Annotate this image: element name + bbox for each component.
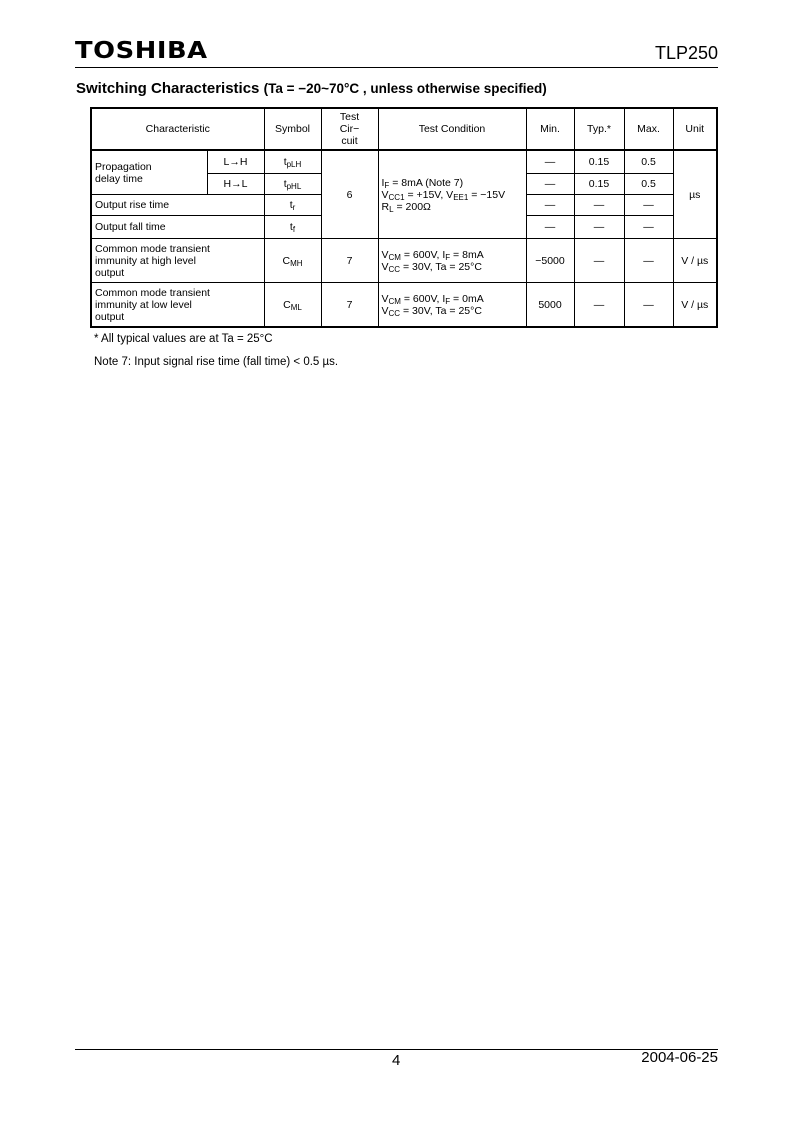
- max-value: —: [624, 216, 673, 239]
- typ-value: —: [574, 283, 624, 328]
- header-test-circuit-line: cuit: [341, 135, 358, 147]
- cml-label: [91, 283, 264, 328]
- section-title-text: Switching Characteristics: [76, 80, 260, 97]
- cond-text: = 600V, I: [400, 292, 446, 305]
- cond-text: = +15V, V: [404, 188, 454, 201]
- label-line: immunity at high level: [95, 254, 196, 267]
- typical-values-note: * All typical values are at Ta = 25°C: [94, 333, 273, 345]
- cond-sub: L: [389, 204, 394, 214]
- symbol-tf: [264, 216, 321, 239]
- cond-text: = −15V: [468, 188, 506, 201]
- symbol-sub: pHL: [286, 182, 302, 191]
- max-value: —: [624, 283, 673, 328]
- symbol-main: C: [283, 298, 291, 311]
- symbol-tr: [264, 195, 321, 216]
- header-unit: Unit: [673, 108, 717, 150]
- cond-sub: F: [445, 296, 451, 306]
- cond-text: V: [381, 188, 389, 201]
- test-condition-propagation: [378, 150, 526, 239]
- cond-text: I: [381, 176, 385, 189]
- cond-text: R: [381, 200, 390, 213]
- symbol-cmh: [264, 239, 321, 283]
- typ-value: —: [574, 195, 624, 216]
- cond-sub: CC: [388, 264, 401, 274]
- symbol-sub: ML: [290, 302, 302, 312]
- header-typ: Typ.*: [574, 108, 624, 150]
- symbol-main: t: [289, 221, 293, 233]
- header-characteristic: Characteristic: [91, 108, 264, 150]
- cond-text: = 8mA: [450, 248, 484, 261]
- section-condition: (Ta = −20~70°C , unless otherwise specified): [263, 81, 547, 96]
- cond-text: V: [381, 260, 389, 273]
- cond-sub: CC1: [388, 192, 405, 202]
- symbol-main: C: [282, 254, 291, 267]
- cond-text: V: [381, 304, 389, 317]
- symbol-sub: r: [292, 203, 296, 212]
- cond-text: V: [381, 292, 389, 305]
- header-max: Max.: [624, 108, 673, 150]
- test-condition-cmh: [378, 239, 526, 283]
- test-circuit-7: 7: [321, 283, 378, 328]
- cmh-label: [91, 239, 264, 283]
- cond-sub: CM: [388, 252, 401, 262]
- label-line: immunity at low level: [95, 298, 192, 311]
- min-value: −5000: [526, 239, 574, 283]
- table-row: [91, 239, 717, 283]
- label-line: Propagation: [95, 160, 152, 173]
- cond-text: = 30V, Ta = 25°C: [400, 304, 482, 317]
- header-test-circuit-line: Test: [339, 111, 360, 123]
- symbol-tphl: [264, 174, 321, 195]
- header-divider: [75, 67, 718, 68]
- note-7: Note 7: Input signal rise time (fall time) < 0.5 µs.: [94, 356, 339, 368]
- typ-value: 0.15: [574, 174, 624, 195]
- max-value: 0.5: [624, 150, 673, 174]
- symbol-cml: [264, 283, 321, 328]
- section-title: [76, 80, 547, 97]
- max-value: —: [624, 239, 673, 283]
- cond-text: = 200Ω: [393, 200, 431, 213]
- min-value: 5000: [526, 283, 574, 328]
- typ-value: —: [574, 239, 624, 283]
- switching-characteristics-table: [90, 107, 716, 328]
- footer-divider: [75, 1049, 718, 1050]
- header-test-condition: Test Condition: [378, 108, 526, 150]
- cond-text: = 30V, Ta = 25°C: [400, 260, 482, 273]
- symbol-sub: f: [292, 225, 296, 234]
- document-date: 2004-06-25: [641, 1049, 718, 1066]
- cond-text: V: [381, 248, 389, 261]
- output-fall-time-label: Output fall time: [91, 216, 264, 239]
- cond-sub: CC: [388, 308, 401, 318]
- unit-value: V / µs: [673, 239, 717, 283]
- propagation-delay-label: [91, 150, 207, 195]
- symbol-main: t: [283, 178, 287, 190]
- max-value: 0.5: [624, 174, 673, 195]
- cond-sub: CM: [388, 296, 401, 306]
- min-value: —: [526, 216, 574, 239]
- typ-value: 0.15: [574, 150, 624, 174]
- label-line: output: [95, 266, 125, 279]
- part-number: TLP250: [654, 43, 718, 63]
- typ-value: —: [574, 216, 624, 239]
- min-value: —: [526, 195, 574, 216]
- table-row: [91, 283, 717, 328]
- header-symbol: Symbol: [264, 108, 321, 150]
- page-number: 4: [392, 1052, 401, 1069]
- cond-sub: F: [445, 252, 451, 262]
- direction-hl: H→L: [207, 174, 264, 195]
- test-condition-cml: [378, 283, 526, 328]
- cond-sub: F: [384, 180, 390, 190]
- cond-text: = 0mA: [450, 292, 484, 305]
- max-value: —: [624, 195, 673, 216]
- toshiba-logo: TOSHIBA: [75, 38, 208, 64]
- symbol-tplh: [264, 150, 321, 174]
- test-circuit-6: 6: [321, 150, 378, 239]
- min-value: —: [526, 150, 574, 174]
- cond-text: = 8mA (Note 7): [389, 176, 464, 189]
- symbol-sub: pLH: [286, 160, 302, 169]
- header-test-circuit-line: Cir−: [339, 123, 360, 135]
- symbol-main: t: [289, 199, 293, 211]
- symbol-main: t: [283, 156, 287, 168]
- table-row: [91, 150, 717, 174]
- cond-sub: EE1: [453, 192, 469, 202]
- unit-value: V / µs: [673, 283, 717, 328]
- min-value: —: [526, 174, 574, 195]
- direction-lh: L→H: [207, 150, 264, 174]
- unit-value: µs: [673, 150, 717, 239]
- test-circuit-7: 7: [321, 239, 378, 283]
- header-min: Min.: [526, 108, 574, 150]
- label-line: Common mode transient: [95, 242, 210, 255]
- label-line: delay time: [95, 172, 143, 185]
- output-rise-time-label: Output rise time: [91, 195, 264, 216]
- symbol-sub: MH: [290, 258, 303, 268]
- label-line: output: [95, 310, 125, 323]
- header-test-circuit: [321, 108, 378, 150]
- cond-text: = 600V, I: [400, 248, 446, 261]
- label-line: Common mode transient: [95, 286, 210, 299]
